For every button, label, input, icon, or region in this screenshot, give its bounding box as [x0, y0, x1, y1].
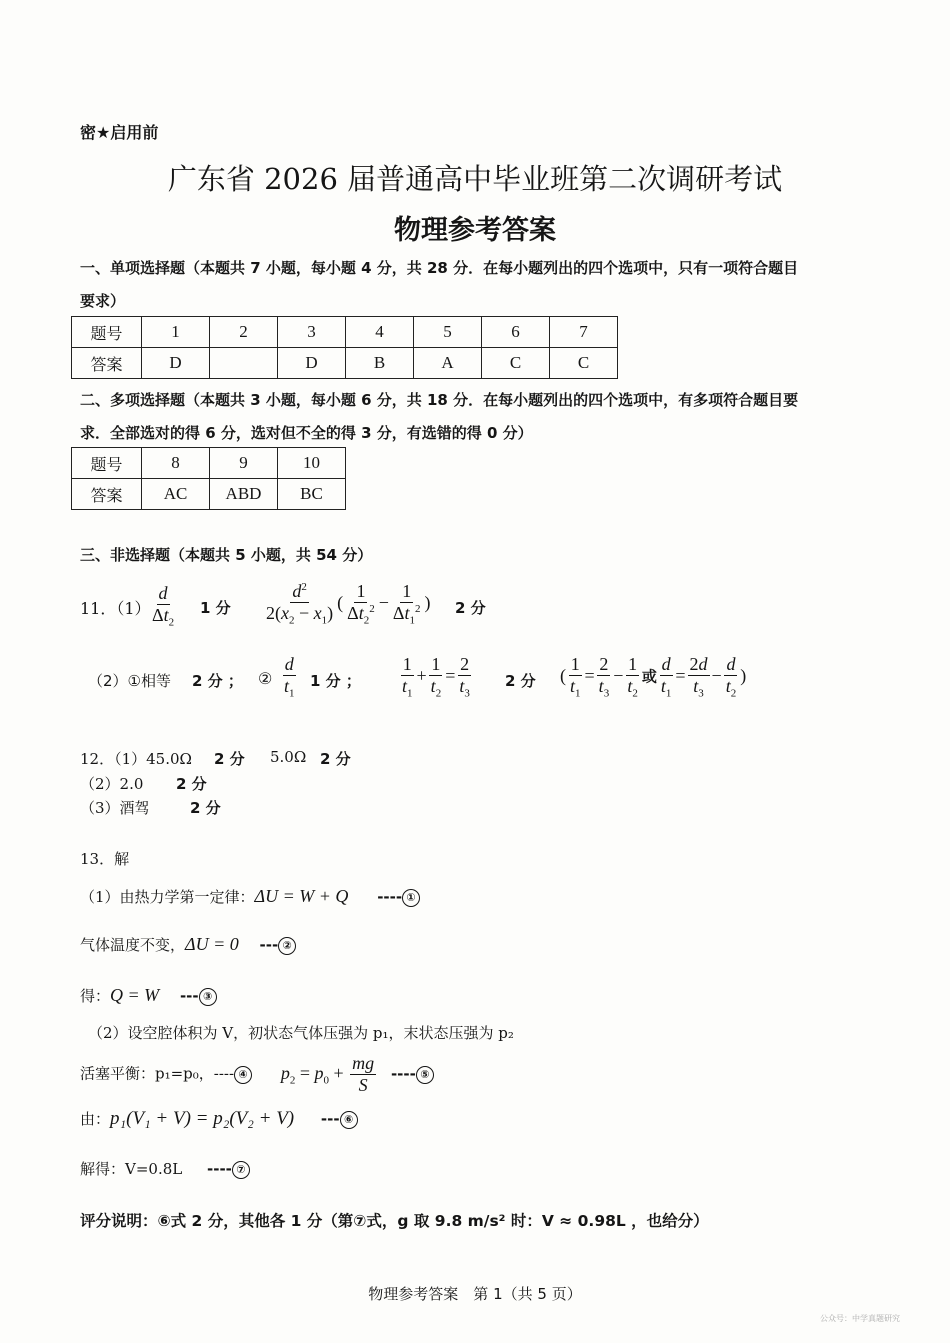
q13-step2	[80, 934, 296, 955]
confidential-mark: 密★启用前	[80, 123, 159, 142]
table-row	[72, 317, 618, 348]
q12-line3-text: （3）酒驾	[80, 799, 150, 817]
table-cell: BC	[278, 479, 346, 510]
q13-step1-dash: ----	[377, 888, 403, 906]
q11-score-b: 2 分	[455, 599, 486, 617]
table-cell: D	[278, 348, 346, 379]
q12-line2-score: 2 分	[176, 775, 207, 793]
q12-line1-score-b: 2 分	[320, 750, 351, 768]
q11-formula-alternative: ( $\frac{1}{t_1}$ = $\frac{2}{t_3}$ − $\frac{1}{t_2}$ 或 $\frac{d}{t_1}$ = $\frac{2d}{t_3}$ − $\frac{d}{t_2}$ )	[560, 654, 747, 700]
q13-marker-5: ⑤	[416, 1066, 434, 1084]
q12-line2-text: （2）2.0	[80, 775, 144, 793]
q13-marker-6: ⑥	[340, 1111, 358, 1129]
watermark: 公众号：中学真题研究	[820, 1314, 900, 1323]
q11-formula-time-relation: $\frac{1}{t_1}$ + $\frac{1}{t_2}$ = $\frac{2}{t_3}$	[402, 654, 470, 700]
section3-heading: 三、非选择题（本题共 5 小题，共 54 分）	[80, 546, 373, 564]
q13-step3	[80, 985, 217, 1006]
q11-score-e: 2 分	[505, 672, 536, 690]
scoring-note: 评分说明：⑥式 2 分，其他各 1 分（第⑦式，g 取 9.8 m/s² 时：V ≈ 0.98L ，也给分）	[80, 1212, 709, 1230]
table-cell: 2	[210, 317, 278, 348]
section1-answer-table	[71, 316, 618, 379]
table-cell: 题号	[72, 317, 142, 348]
q11-circle-2: ②	[258, 669, 273, 688]
q13-marker-1: ①	[402, 889, 420, 907]
q13-step7-text: 解得：V=0.8L	[80, 1160, 183, 1178]
table-cell: 7	[550, 317, 618, 348]
table-cell: ABD	[210, 479, 278, 510]
table-cell: AC	[142, 479, 210, 510]
q13-step2-equation: ΔU = 0	[185, 934, 239, 954]
q13-step2-dash: ---	[259, 936, 279, 954]
table-cell: C	[482, 348, 550, 379]
table-cell: 10	[278, 448, 346, 479]
table-row	[72, 448, 346, 479]
table-cell: 5	[414, 317, 482, 348]
q12-line1-text: 12．（1）45.0Ω	[80, 750, 192, 768]
q13-marker-2: ②	[278, 937, 296, 955]
q13-step3-equation: Q = W	[110, 985, 160, 1005]
table-row	[72, 348, 618, 379]
table-cell: 3	[278, 317, 346, 348]
q13-step5: 活塞平衡：p₁=p₀，---- ④ $p_2 = p_0$ + $\frac{mg}{S}$ ---- ⑤	[80, 1054, 434, 1095]
q13-marker-7: ⑦	[232, 1161, 250, 1179]
q13-label: 13．解	[80, 850, 130, 868]
table-cell: 题号	[72, 448, 142, 479]
q11-score-a: 1 分	[200, 599, 231, 617]
q11-formula-ratio: $\frac{d}{t_1}$	[284, 654, 295, 700]
q12-line1-text-b: 5.0Ω	[270, 748, 307, 766]
q13-step6-text: 由：	[80, 1110, 111, 1128]
q13-step1-equation: ΔU = W + Q	[254, 886, 349, 906]
q13-step5-text: 活塞平衡：p₁=p₀，----	[80, 1064, 235, 1083]
q11-label: 11．（1）	[80, 599, 151, 618]
table-cell: B	[346, 348, 414, 379]
q13-step6	[80, 1108, 358, 1130]
table-cell: 9	[210, 448, 278, 479]
table-cell: C	[550, 348, 618, 379]
q11-or-text: 或	[641, 667, 657, 686]
table-cell	[210, 348, 278, 379]
table-cell: 答案	[72, 479, 142, 510]
table-cell: 4	[346, 317, 414, 348]
section2-answer-table	[71, 447, 346, 510]
table-cell: 6	[482, 317, 550, 348]
q13-step5-dash: ----	[390, 1064, 416, 1083]
section2-heading-line2: 求．全部选对的得 6 分，选对但不全的得 3 分，有选错的得 0 分）	[80, 424, 533, 442]
q11-formula-velocity: $\frac{d}{\Delta t_2}$	[152, 583, 175, 629]
q11-formula-acceleration: $\frac{d^2}{2(x_2 - x_1)}$ ( $\frac{1}{\Delta t_2^2}$ − $\frac{1}{\Delta t_1^2}$ )	[266, 581, 431, 627]
section2-heading-line1: 二、多项选择题（本题共 3 小题，每小题 6 分，共 18 分．在每小题列出的四个选项中，有多项符合题目要	[80, 391, 799, 409]
table-cell: 答案	[72, 348, 142, 379]
table-row	[72, 479, 346, 510]
table-cell: D	[142, 348, 210, 379]
q13-step7-dash: ----	[207, 1160, 232, 1178]
q11-part2-label: （2）①相等	[88, 672, 171, 690]
doc-title: 物理参考答案	[394, 215, 556, 246]
q13-step3-dash: ---	[179, 987, 199, 1005]
section1-heading-line2: 要求）	[80, 292, 126, 310]
q13-step7	[80, 1158, 250, 1179]
exam-title: 广东省 2026 届普通高中毕业班第二次调研考试	[167, 162, 783, 196]
q13-step6-equation: p₁(V₁ + V) = p₂(V₂ + V)	[110, 1108, 295, 1129]
q13-step2-text: 气体温度不变，	[80, 936, 186, 954]
q13-marker-3: ③	[199, 988, 217, 1006]
q12-line1-score-a: 2 分	[214, 750, 245, 768]
table-cell: A	[414, 348, 482, 379]
q13-step1	[80, 886, 420, 907]
q13-step1-text: （1）由热力学第一定律：	[80, 888, 255, 906]
table-cell: 8	[142, 448, 210, 479]
q11-score-c: 2 分 ；	[192, 672, 243, 690]
table-cell: 1	[142, 317, 210, 348]
q13-step4-text: （2）设空腔体积为 V，初状态气体压强为 p₁，末状态压强为 p₂	[88, 1024, 514, 1042]
q12-line3-score: 2 分	[190, 799, 221, 817]
page-footer: 物理参考答案 第 1（共 5 页）	[368, 1285, 582, 1303]
q13-step6-dash: ---	[320, 1110, 340, 1128]
q13-marker-4: ④	[234, 1066, 252, 1084]
q13-step3-text: 得：	[80, 987, 111, 1005]
section1-heading-line1: 一、单项选择题（本题共 7 小题，每小题 4 分，共 28 分．在每小题列出的四个选项中，只有一项符合题目	[80, 259, 799, 277]
q11-score-d: 1 分 ；	[310, 672, 361, 690]
